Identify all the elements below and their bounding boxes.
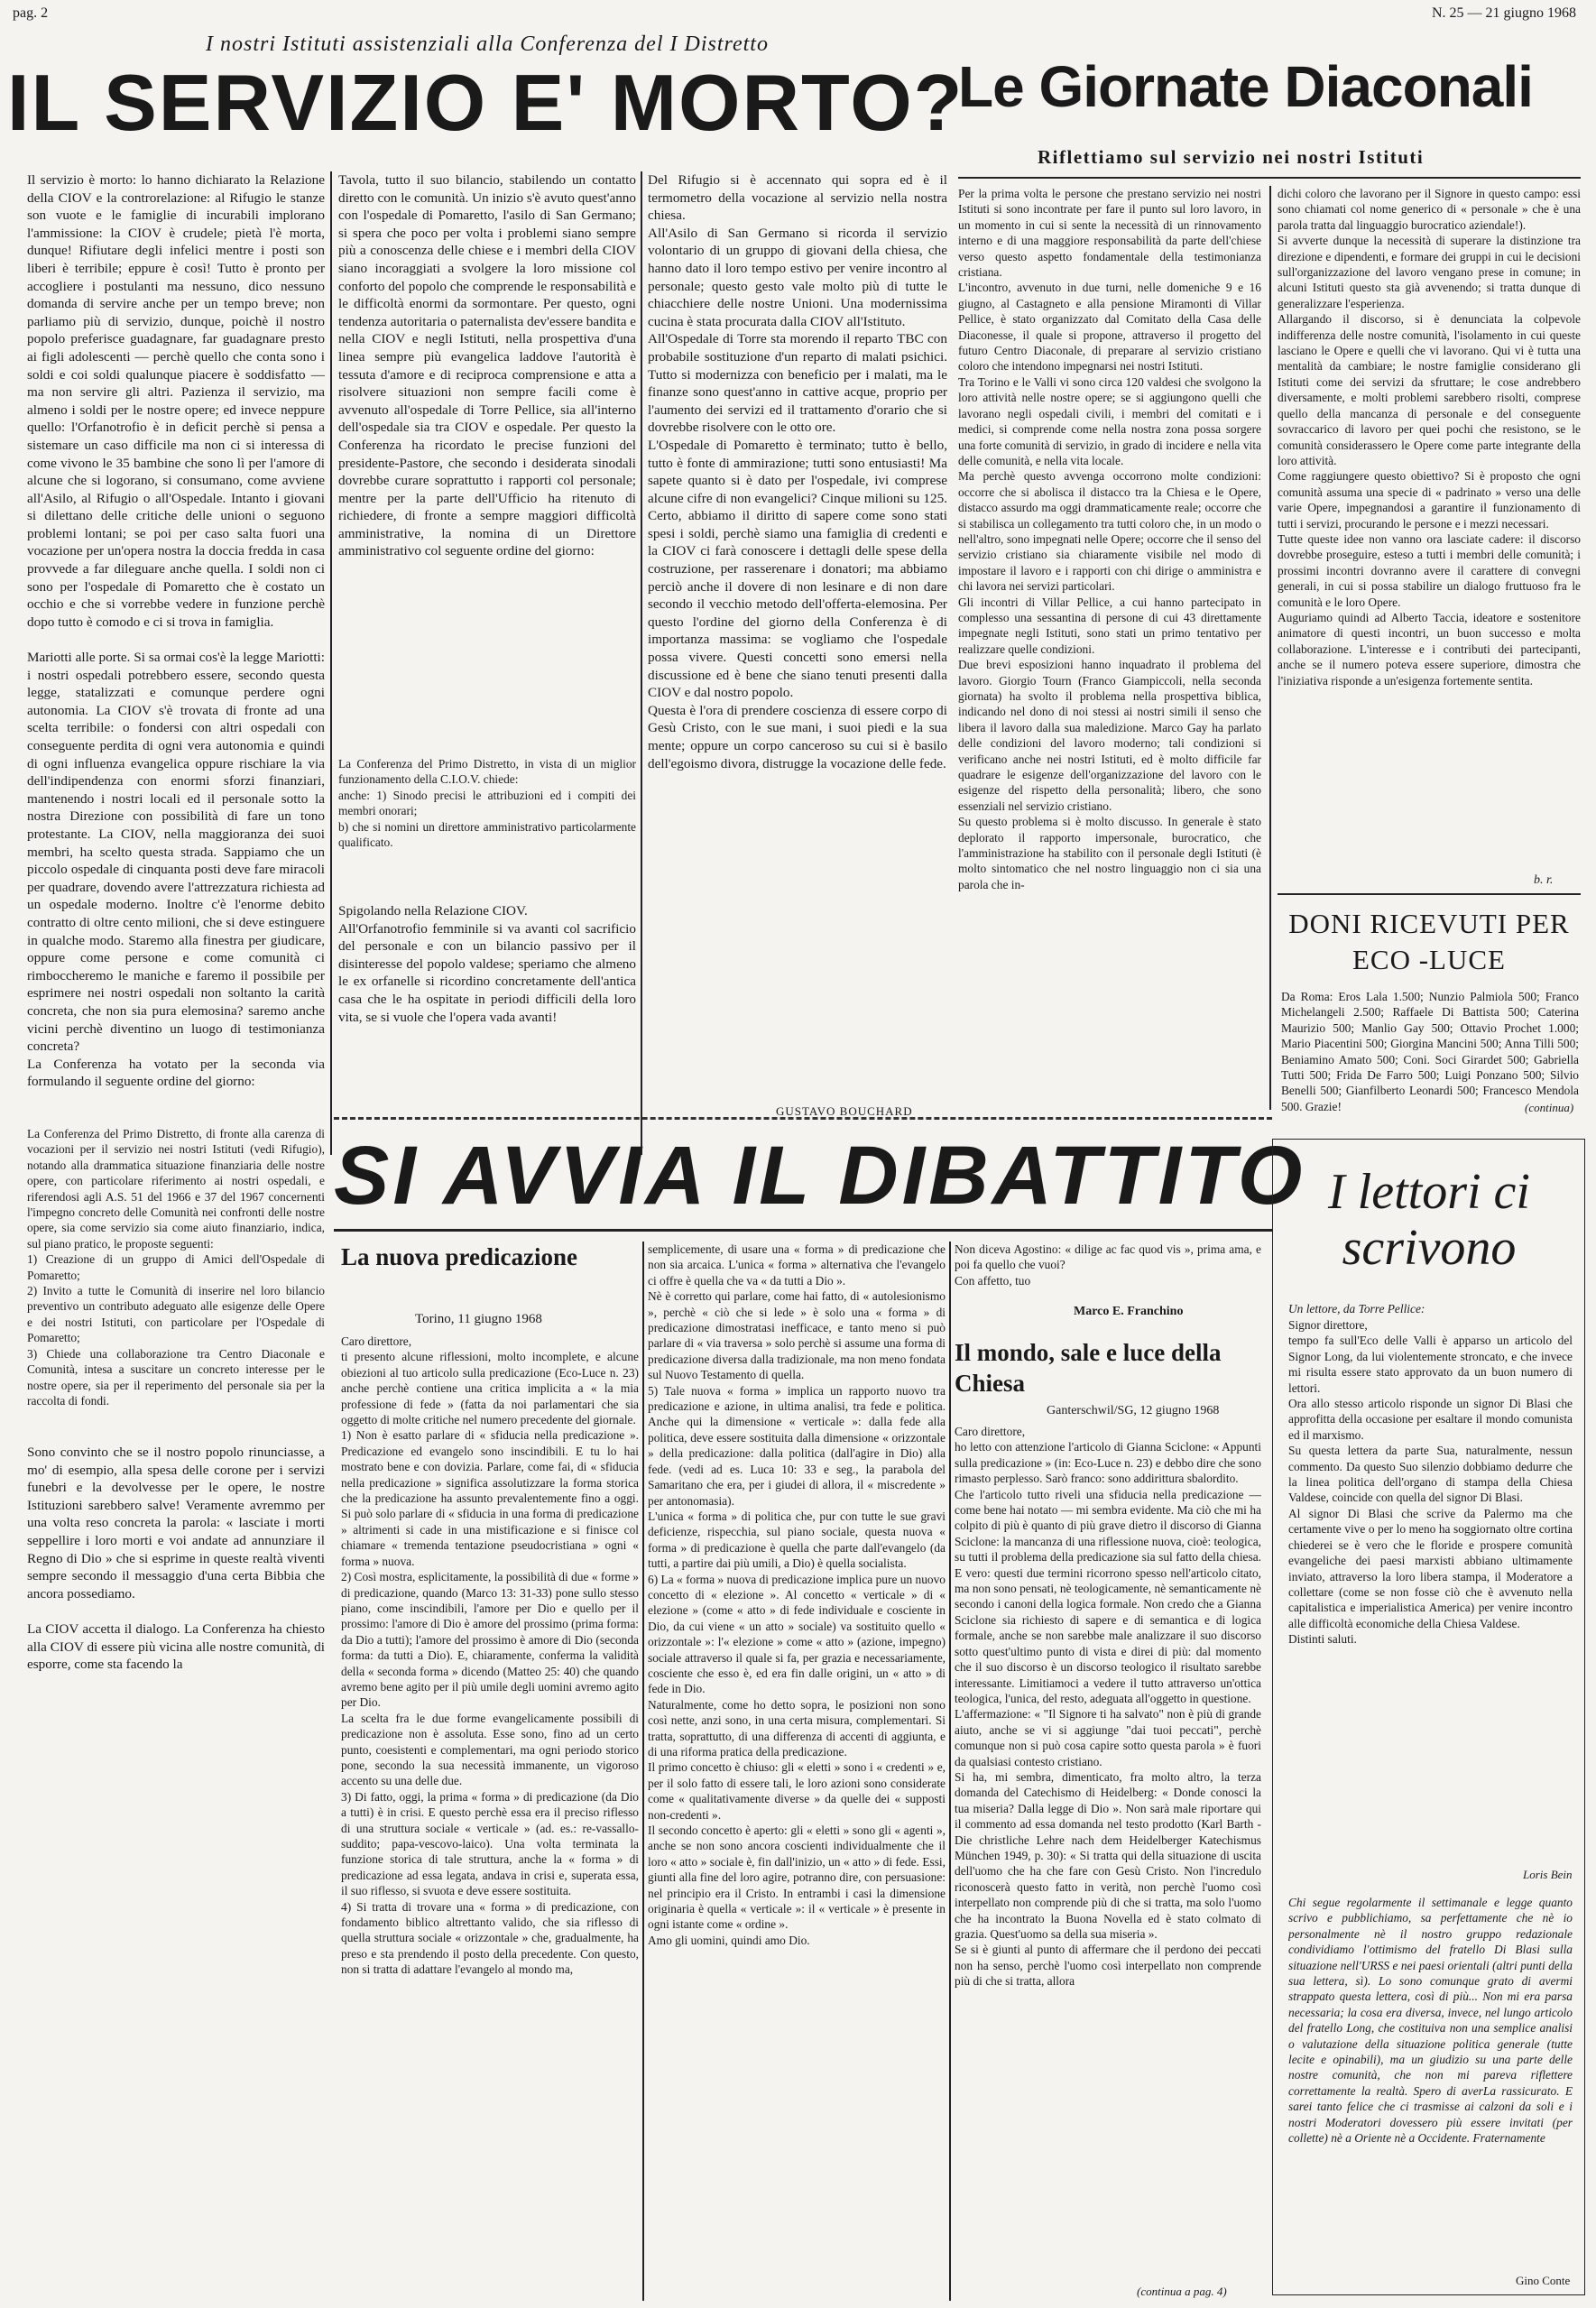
mondo-continua: (continua a pag. 4) xyxy=(1137,2285,1227,2298)
doni-continua: (continua) xyxy=(1525,1101,1574,1114)
column-rule xyxy=(330,171,332,1155)
article-col2: Tavola, tutto il suo bilancio, stabilendo un contatto diretto con le comunità. Un inizio s'è avuto quest'anno con l'ospedale di Pomaretto, l'asilo di San Germano; si spera che poco per volta i problemi siano sempre più a conoscenza delle chiese e i membri della CIOV siano incoraggiati a svolgere la loro missione col conforto del popolo che comprende le responsabilità e le difficoltà enormi da sormontare. Per questo, ogni tendenza autoritaria o paternalista dev'essere bandita e nella CIOV e negli Istituti, nella prospettiva d'una linea sempre più evangelica laddove l'autorità è tessuta d'amore e di reciproca comprensione e atta a risolvere situazioni non sempre facili come è avvenuto all'ospedale di Torre Pellice, sia all'interno dell'ospedale sia tra CIOV e ospedale. Per questo la Conferenza ha ricordato le precise funzioni del presidente-Pastore, che secondo i desiderata sinodali dovrebbe curare soprattutto i rapporti col personale; mentre per la parte dell'Ufficio ha ritenuto di richiedere, di fronte a sempre maggiori difficoltà amministrative, la nomina di un Direttore amministrativo col seguente ordine del giorno: xyxy=(338,172,636,559)
signature-bouchard: GUSTAVO BOUCHARD xyxy=(776,1104,913,1118)
column-rule xyxy=(642,1242,644,2301)
nuova-col2: semplicemente, di usare una « forma » di predicazione che non sia arcaica. L'unica « forma » alternativa che l'evangelo ci offre è quella che va « da tutti a Dio ». Nè è corretto qui parlare, come hai fatto, di « autolesionismo », perchè « ciò che si lede » è solo una « forma » di predicazione dimostratasi inefficace, e tanto meno si può parlare di « via traversa » solo perchè si assume una forma di predicazione diversa dalla tradizionale, ma non meno fondata sul Nuovo Testamento di quella. 5) Tale nuova « forma » implica un rapporto nuovo tra predicazione e azione, in ultima analisi, tra fede e politica. Anche qui la dimensione « verticale »: dalla fede alla politica, deve essere sostituita dalla dimensione « orizzontale » della predicazione: dalla politica (dall'agire in Dio) alla fede. (vedi ad es. Luca 10: 33 e seg., la parabola del Samaritano che era, per i giudei di allora, il « miscredente » per antonomasia). L'unica « forma » di politica che, pur con tutte le sue gravi deficienze, rispecchia, sul piano sociale, questa nuova « forma » di predicazione è quella che parte dall'evangelo (da tutti, a partire dai più umili, a Dio) è quella socialista. 6) La « forma » nuova di predicazione implica pure un nuovo concetto di « elezione ». Al concetto « verticale » di « elezione » (come « atto » di fede individuale e cosciente in Dio, da cui viene « un atto » sociale) va sostituito quello « orizzontale »: l'« elezione » come « atto » (azione, impegno) sociale attraverso il quale si fa, per grazia e necessariamente, cosciente che esso è, ed era fin dalle origini, un « atto » di fede in Dio. Naturalmente, come ho detto sopra, le posizioni non sono così nette, anzi sono, in una certa misura, complementari. Si tratta, soprattutto, di una differenza di accenti di aggiunta, e di una riforma pratica della predicazione. Il primo concetto è chiuso: gli « eletti » sono i « credenti » e, per il solo fatto di essere tali, le loro azioni sono considerate come « qualitativamente diverse » da quelle dei « supposti non-credenti ». Il secondo concetto è aperto: gli « eletti » sono gli « agenti », anche se non sono ancora coscienti individualmente che il loro « atto » sociale è, fin dall'inizio, un « atto » di fede. Essi, giunti alla fine del loro agire, potranno dire, con persuasione: nel principio era il Cristo. In entrambi i casi la dimensione originaria è quella « verticale »: il « verticale » è presente in ogni istante come « ordine ». Amo gli uomini, quindi amo Dio. xyxy=(648,1242,946,1947)
mondo-dateline: Ganterschwil/SG, 12 giugno 1968 xyxy=(1047,1404,1220,1417)
lettori-intro: Un lettore, da Torre Pellice: xyxy=(1288,1302,1425,1316)
signature-franchino: Marco E. Franchino xyxy=(1074,1305,1184,1318)
separator xyxy=(334,1117,1272,1120)
article-col3: Del Rifugio si è accennato qui sopra ed è il termometro della vocazione al servizio nella nostra chiesa. All'Asilo di San Germano si ricorda il servizio volontario di un gruppo di giovani della chiesa, che hanno dato il loro tempo estivo per venire incontro al personale; questo gesto vale molto più di tutte le chiacchiere delle nostre Unioni. Una modernissima cucina è stata procurata dalla CIOV all'Istituto. All'Ospedale di Torre sta morendo il reparto TBC con probabile sostituzione d'un reparto di malati psichici. Tutto si modernizza con beneficio per i malati, ma le finanze sono quest'anno in cattive acque, proprio per l'aumento dei servizi ed il trattamento d'orario che si dovrebbe risolvere con le otto ore. L'Ospedale di Pomaretto è terminato; tutto è bello, tutto è fonte di ammirazione; tutti sono entusiasti! Ma sapete quanto si è dato per l'ospedale, ivi comprese alcune cifre di non evangelici? Cinque milioni su 125. Certo, abbiamo il diritto di sapere come sono stati spesi i soldi, perchè siamo una famiglia di credenti e la CIOV ci farà conoscere i dettagli delle spese della costruzione, per rasserenare i donatori; ma abbiamo perciò anche il dovere di non lesinare e di non dare secondo il vecchio metodo dell'offerta-elemosina. Per questo l'ordine del giorno della Conferenza è di importanza massima: se vogliamo che l'ospedale possa vivere. Questi concetti sono emersi nella discussione ed è bene che siano tenuti presenti dalla CIOV e dal nostro popolo. Questa è l'ora di prendere coscienza di essere corpo di Gesù Cristo, con le sue mani, i suoi piedi e la sua mente; oppure un corpo canceroso su cui si è basilo dell'egoismo divora, distrugge la vocazione delle fede. xyxy=(648,172,947,771)
issue-date: N. 25 — 21 giugno 1968 xyxy=(1432,5,1576,21)
signature-bein: Loris Bein xyxy=(1523,1868,1573,1881)
lettori-reply: Chi segue regolarmente il settimanale e legge quanto scrivo e pubblichiamo, sa perfettamente che nè io personalmente nè il nostro gruppo redazionale condividiamo l'ottimismo del fratello Di Blasi sulla situazione nell'URSS e nei paesi orientali (altri punti della sua lettera, sì). Lo sono comunque grato di avermi strappato questa lettera, così di più... Non mi era parsa necessaria; la cosa era diversa, invece, nel lungo articolo del fratello Long, che costituiva non una semplice analisi o valutazione della situazione politica generale (tutte lecite e opinabili), ma un giudizio su una parte delle nostre comunità, che non mi pareva riflettere correttamente la realtà. Spero di averLa rassicurato. E sarei tanto felice che ci trasmisse ai calzoni da soli e i nostri Moderatori dovessero più essere invitati (per collette) nè a Oriente nè a Occidente. Fraternamente xyxy=(1288,1896,1573,2146)
nuova-title: La nuova predicazione xyxy=(341,1243,578,1270)
headline-diaconali: Le Giornate Diaconali xyxy=(958,54,1533,119)
rule xyxy=(958,177,1581,179)
rule xyxy=(1278,893,1581,895)
signature-br: b. r. xyxy=(1534,873,1554,887)
page-number: pag. 2 xyxy=(13,5,49,21)
doni-title: DONI RICEVUTI PER ECO -LUCE xyxy=(1288,908,1570,975)
nuova-col1: Caro direttore, ti presento alcune riflessioni, molto incomplete, e alcune obiezioni al tuo articolo sulla predicazione (Eco-Luce n. 23) anche perchè contiene una critica implicita a « la mia professione di fede » (fatta da noi parlamentari che sia oggetto di molte critiche nel numero precedente del giornale. 1) Non è esatto parlare di « sfiducia nella predicazione ». Predicazione ed evangelo sono inscindibili. E tu lo hai mostrato bene e con dovizia. Parlare, come fai, di « sfiducia nella predicazione » significa assolutizzare la forma storica che la predicazione ha assunto prevalentemente fino a oggi. Si può solo parlare di « sfiducia in una forma di predicazione » altrimenti si cade in una mistificazione e si finisce col chiamare « tremenda tentazione pseudocristiana » ogni « forma » nuova. 2) Così mostra, esplicitamente, la possibilità di due « forme » di predicazione, quando (Marco 13: 31-33) pone sullo stesso piano, come inscindibili, l'amore per Dio e quello per il prossimo: l'amore di Dio è amore del prossimo (prima forma: da Dio a tutti); l'amore del prossimo è amore di Dio (seconda forma: da tutti a Dio). E, chiaramente, conferma la validità della « seconda forma » dicendo (Matteo 25: 40) che quando avremo bene agito per il più umile degli uomini avremo agito per Dio. La scelta fra le due forme evangelicamente possibili di predicazione non è assoluta. Esse sono, fino ad un certo punto, coesistenti e complementari, ma ogni periodo storico pone, secondo la sua necessità immanente, un vigoroso accento su una delle due. 3) Di fatto, oggi, la prima « forma » di predicazione (da Dio a tutti) è in crisi. E questo perchè essa era il preciso riflesso di una struttura sociale « verticale » (ad. es.: re-vassallo-suddito; papa-vescovo-laico). Una volta terminata la funzione storica di tale struttura, anche la « forma » di predicazione ad essa legata, andava in crisi e, superata essa, il suo riflesso, si svuota e deve essere sostituita. 4) Si tratta di trovare una « forma » di predicazione, con fondamento biblico altrettanto valido, che sia riflesso di quella struttura sociale « orizzontale » che, gradualmente, ha preso e sta prendendo il posto della precedente. Con questo, non si tratta di adattare l'evangelo al mondo ma, xyxy=(341,1334,639,1977)
article-col1: Il servizio è morto: lo hanno dichiarato la Relazione della CIOV e la controrelazione: al Rifugio le stanze son vuote e le famiglie di incurabili implorano l'ammissione: la CIOV è crudele; pietà l'è morta, dunque! Rifiutare degli infelici mentre i posti son liberi è terribile; eppure è così! Tutto è pronto per accogliere i postulanti ma nessuno, dico nessuno domanda di servire anche per un tempo breve; non parliamo più di servizio, dunque, poichè il nostro popolo preferisce guadagnare, far guadagnare presto ai figli adolescenti — perchè quello che conta sono i soldi e coi soldi qualunque piacere è soddisfatto — ma non servire gli altri. Pazienza il servizio, ma almeno i soldi per le nostre opere; ed invece neppure quello: l'Orfanotrofio è in deficit perchè si pensa a sistemare un caso difficile ma non ci si interessa di come vivono le 35 bambine che sono lì per l'amore di alcune che si logorano, si consumano, come avviene all'Asilo, al Rifugio o all'Ospedale. Intanto i giovani si dilettano delle critiche delle unioni o seguono problemi lontani; se poi per caso salta fuori una vocazione per un'opera nostra la doccia fredda in casa provvede a far dileguare anche quella. I soldi non ci sono per l'ospedale di Pomaretto che è costato un occhio e che si vorrebbe vedere in funzione perchè dopo tutto è comodo e ci si trova in famiglia. Mariotti alle porte. Si sa ormai cos'è la legge Mariotti: i nostri ospedali potrebbero essere, secondo questa legge, statalizzati e comunque perdere ogni autonomia. La CIOV s'è trovata di fronte ad una scelta terribile: o fondersi con altri ospedali con conseguente perdita di ogni vera autonomia e quindi di ogni influenza evangelica oppure rischiare la via dell'indipendenza con enormi sforzi finanziari, mantenendo i nostri locali ed il personale sotto la nostra Direzione con possibilità di fare un tono protestante. La CIOV, nella maggioranza dei suoi membri, ha scelto questa strada. Sappiamo che un piccolo ospedale di cinquanta posti deve fare miracoli per quadrare, dovendo avere l'attrezzatura richiesta ad un ospedale moderno. Inoltre c'è l'enorme debito contratto di oltre cento milioni, che si deve estinguere in qualche modo. Staremo alla finestra per giudicare, oppure come persone e come comunità ci rimboccheremo le maniche e faremo il possibile per esprimere nei nostri ospedali non soltanto la carità concreta, che non sia pura elemosina? saremo anche vicini perchè diventino un luogo di testimonianza concreta? La Conferenza ha votato per la seconda via formulando il seguente ordine del giorno: xyxy=(27,172,325,1090)
diaconali-col1: Per la prima volta le persone che prestano servizio nei nostri Istituti si sono incontrate per fare il punto sul loro lavoro, in un momento in cui si sente la necessità di un rinnovamento interno e di una maggiore responsabilità da parte dell'chiese verso questo aspetto fondamentale della testimonianza cristiana. L'incontro, avvenuto in due turni, nelle domeniche 9 e 16 giugno, al Castagneto e alla pensione Miramonti di Villar Pellice, è stato organizzato dal Comitato della Casa delle Diaconesse, il quale si propone, attraverso il progetto del futuro Centro Diaconale, di preparare al servizio cristiano coloro che intendono impegnarsi nei nostri Istituti. Tra Torino e le Valli vi sono circa 120 valdesi che svolgono la loro attività nelle nostre opere; se si aggiungono quelli che lavorano negli ospedali civili, i membri del comitati e i medici, si comprende come nella nostra zona possa sorgere una forte comunità di servizio, in grado di incidere e nella vita delle comunità, e nella vita locale. Ma perchè questo avvenga occorrono molte condizioni: occorre che si abolisca il distacco tra la Chiesa e le Opere, distacco assurdo ma oggi drammaticamente reale; occorre che si stabilisca un collegamento tra tutti coloro che, in un modo o nell'altro, sono impegnati nelle Opere; occorre che il senso del servizio cristiano sia chiaramente visibile nel modo di impostare il lavoro e i rapporti con chi dirige o amministra e chi lavora nei servizi particolari. Gli incontri di Villar Pellice, a cui hanno partecipato in complesso una sessantina di persone di cui 43 direttamente impegnate negli Istituti, sono stati un primo tentativo per realizzare quelle condizioni. Due brevi esposizioni hanno inquadrato il problema del lavoro. Giorgio Tourn (Franco Giampiccoli, nella seconda giornata) ha svolto il problema nella prospettiva biblica, indicando nel dono di noi stessi ai nostri simili il senso che libera il lavoro dalla sua maledizione. Marco Gay ha parlato delle condizioni del lavoro moderno; tali condizioni si verificano anche nei nostri Istituti, ed è molto difficile far quadrare le esigenze dell'organizzazione del lavoro con le esigenze del rispetto della personalità; libero, che sono essenziali nel servizio cristiano. Su questo problema si è molto discusso. In generale è stato deplorato il rapporto impersonale, burocratico, che l'amministrazione ha stabilito con il personale degli Istituti (è molto sintomatico che nel nostro linguaggio non ci sia una parola che in- xyxy=(958,187,1261,891)
column-rule xyxy=(949,1242,951,2301)
column-rule xyxy=(641,171,642,1155)
mondo-text: Caro direttore, ho letto con attenzione l'articolo di Gianna Sciclone: « Appunti sulla predicazione » (in: Eco-Luce n. 23) e debbo dire che sono rimasto perplesso. Sarò franco: sono addirittura sbalordito. Che l'articolo tutto riveli una sfiducia nella predicazione — come bene hai notato — mi sembra evidente. Ma ciò che mi ha colpito di più è quanto di più grave dietro il discorso di Gianna Sciclone: la mancanza di una riflessione nuova, cioè: teologica, su tutti il problema della predicazione sia sul fatto della chiesa. E vero: questi due termini ricorrono spesso nell'articolo citato, ma non sono pensati, nè teologicamente, nè semanticamente nè secondo i canoni della logica formale. Non credo che a Gianna Sciclone sia richiesto di sapere e di semantica e di logica formale, anche se non sarebbe male analizzare il suo discorso sotto quest'ultimo punto di vista e direi di più: dal momento che il suo discorso è un discorso teologico il risultato sarebbe interessante. Limitiamoci a vedere il tutto attraverso un'ottica teologica, l'unica, del resto, adeguata all'oggetto in questione. L'affermazione: « "Il Signore ti ha salvato" non è più di grande aiuto, anche se vi si aggiunge "dai tuoi peccati", perchè comunque non si può cosa capire sotto questa parola » è fuori da qualsiasi contesto cristiano. Si ha, mi sembra, dimenticato, fra molto altro, la terza domanda del Catechismo di Heidelberg: « Donde conosci la tua miseria? Dalla legge di Dio ». Non sarà male riportare qui il commento ad essa domanda nel testo prodotto (Karl Barth - Die christliche Lehre nach dem Heidelberger Katechismus München 1949, p. 30): « Si tratta qui della situazione di uscita dell'uomo che ha che fare con Gesù Cristo. Non l'incredulo riconoscerà questo fatto in verità, non perchè l'uomo così interpellato non comprende più di che si tratta, ma solo l'uomo che ha incontrato la Buona Novella ed è stato colmato di grazia. Quest'uomo sa della sua miseria ». Se si è giunti al punto di affermare che il perdono dei peccati non ha senso, perchè l'uomo così interpellato non comprende più di che si tratta, allora xyxy=(955,1425,1261,1989)
lettori-text: Signor direttore, tempo fa sull'Eco delle Valli è apparso un articolo del Signor Long, da lui violentemente stroncato, e che invece mi risulta essere stato approvato da un buon numero di lettori. Ora allo stesso articolo risponde un signor Di Blasi che approfitta della occasione per esaltare il mondo comunista ed il marxismo. Su questa lettera da parte Sua, naturalmente, nessun commento. Da questo Suo silenzio dobbiamo dedurre che la linea politica dell'organo di stampa della Chiesa Valdese, coincide con quella del signor Di Blasi. Al signor Di Blasi che scrive da Palermo ma che certamente vive o per lo meno ha soggiornato oltre cortina chiederei se è vero che le floride e prospere comunità evangeliche dei paesi marxisti abbiano ultimamente inviato, attraverso la loro libera stampa, il Moderatore a collettare (come se non fosse ciò che è avvenuto nella capitalistica e imperialistica America) per venire incontro alle difficoltà economiche della Chiesa Valdese. Distinti saluti. xyxy=(1288,1318,1573,1647)
article-col2-end: Spigolando nella Relazione CIOV. All'Orfanotrofio femminile si va avanti col sacrificio del personale e con un bilancio passivo per il disinteresse del popolo valdese; speriamo che almeno le ex orfanelle si ricordino concretamente dell'antica casa che le ha ospitate in periodi difficili della loro vita, se si vuole che l'opera vada avanti! xyxy=(338,903,636,1025)
banner-dibattito: SI AVVIA IL DIBATTITO xyxy=(334,1130,1306,1222)
article-col1-resolution: La Conferenza del Primo Distretto, di fronte alla carenza di vocazioni per il servizio nei nostri Istituti (vedi Rifugio), notando alla drammatica situazione finanziaria delle nostre opere, con particolare riferimento ai nostri ospedali, e riferendosi agli A.S. 51 del 1966 e 37 del 1967 concernenti l'impegno concreto delle Comunità nei confronti delle nostre opere, sia come servizio sia come aiuto finanziario, indica, sul piano pratico, le proposte seguenti: 1) Creazione di un gruppo di Amici dell'Ospedale di Pomaretto; 2) Invito a tutte le Comunità di inserire nel loro bilancio preventivo un contributo adeguato alle esigenze delle Opere e dei nostri Istituti, con particolare per l'Ospedale di Pomaretto; 3) Chiede una collaborazione tra Centro Diaconale e Comunità, intesa a suscitare un concreto interesse per le nostre opere, sia per il reperimento del personale sia per la raccolta di fondi. xyxy=(27,1127,325,1408)
doni-list: Da Roma: Eros Lala 1.500; Nunzio Palmiola 500; Franco Michelangeli 2.500; Raffaele Di Battista 500; Caterina Maurizio 500; Manlio Gay 500; Ottavio Prochet 1.000; Mario Piacentini 500; Giorgina Mancini 500; Anna Tilli 500; Beniamino Amato 500; Coni. Soci Girardet 500; Gabriella Tutti 500; Frida De Farro 500; Luigi Ponzano 500; Silvio Benelli 500; Gianfilberto Leonardi 500; Francesco Mendola 500. Grazie! xyxy=(1281,990,1579,1113)
signature-conte: Gino Conte xyxy=(1516,2274,1571,2287)
article-col1-end: Sono convinto che se il nostro popolo rinunciasse, a mo' di esempio, alla spesa delle corone per i servizi funebri e la devolvesse per le opere, le nostre Istituzioni sarebbero salve! Veramente avremmo per una volta reso concreta la parola: « lasciate i morti seppellire i loro morti e voi andate ad annunziare il Regno di Dio » che si esprime in queste realtà viventi sempre secondo il messaggio d'una certa Bibbia che ancora possediamo. La CIOV accetta il dialogo. La Conferenza ha chiesto alla CIOV di essere più vicina alle nostre comunità, di esporre, come sta facendo la xyxy=(27,1445,325,1673)
nuova-dateline: Torino, 11 giugno 1968 xyxy=(415,1312,542,1326)
lettori-title: I lettori ci scrivono xyxy=(1328,1164,1530,1276)
subtitle-diaconali: Riflettiamo sul servizio nei nostri Istituti xyxy=(1038,146,1425,168)
article-col2-resolution: La Conferenza del Primo Distretto, in vista di un miglior funzionamento della C.I.O.V. chiede: anche: 1) Sinodo precisi le attribuzioni ed i compiti dei membri onorari; b) che si nomini un direttore amministrativo particolarmente qualificato. xyxy=(338,757,636,850)
mondo-title: Il mondo, sale e luce della Chiesa xyxy=(955,1339,1222,1397)
rule xyxy=(334,1229,1272,1232)
kicker: I nostri Istituti assistenziali alla Conferenza del I Distretto xyxy=(206,32,769,56)
headline-servizio: IL SERVIZIO E' MORTO? xyxy=(7,58,964,147)
diaconali-col2: dichi coloro che lavorano per il Signore in questo campo: essi sono chiamati col nome generico di « personale » che è una parola tratta dal linguaggio burocratico aziendale!). Si avverte dunque la necessità di superare la distinzione tra direzione e dipendenti, e formare dei gruppi in cui le decisioni sull'organizzazione del lavoro vengano prese in comune; in alcuni Istituti questo sta già avvenendo; si tratta dunque di generalizzare l'esperienza. Allargando il discorso, si è denunciata la colpevole indifferenza delle nostre comunità, l'isolamento in cui queste lasciano le Opere e quelli che vi lavorano. Qui vi è tutta una mentalità da cambiare; le nostre famiglie considerano gli Istituti come dei servizi da sfruttare; le cose andrebbero diversamente, e molti problemi sarebbero risolti, comprese quello della mancanza di personale e del conseguente sovraccarico di lavoro per quei pochi che resistono, se le comunità considerassero le Opere come parte integrante della loro attività. Come raggiungere questo obiettivo? Si è proposto che ogni comunità assuma una specie di « padrinato » verso una delle varie Opere, impegnandosi a garantire il funzionamento di tutti i servizi, procurando le persone e i mezzi necessari. Tutte queste idee non vanno ora lasciate cadere: il discorso dovrebbe proseguire, esteso a tutti i membri delle comunità; i prossimi incontri dovranno avere il carattere di convegni generali, in cui si possa stabilire un dialogo fruttuoso fra le comunità e le loro Opere. Auguriamo quindi ad Alberto Taccia, ideatore e sostenitore animatore di questi incontri, un buon successo e molta collaborazione. L'interesse e i contributi dei partecipanti, anche se il numero poteva essere superiore, dimostra che l'iniziativa risponde a un'esigenza fortemente sentita. xyxy=(1278,187,1581,688)
nuova-col3: Non diceva Agostino: « dilige ac fac quod vis », prima ama, e poi fa quello che vuoi? Con affetto, tuo xyxy=(955,1242,1261,1288)
column-rule xyxy=(1269,186,1271,1110)
